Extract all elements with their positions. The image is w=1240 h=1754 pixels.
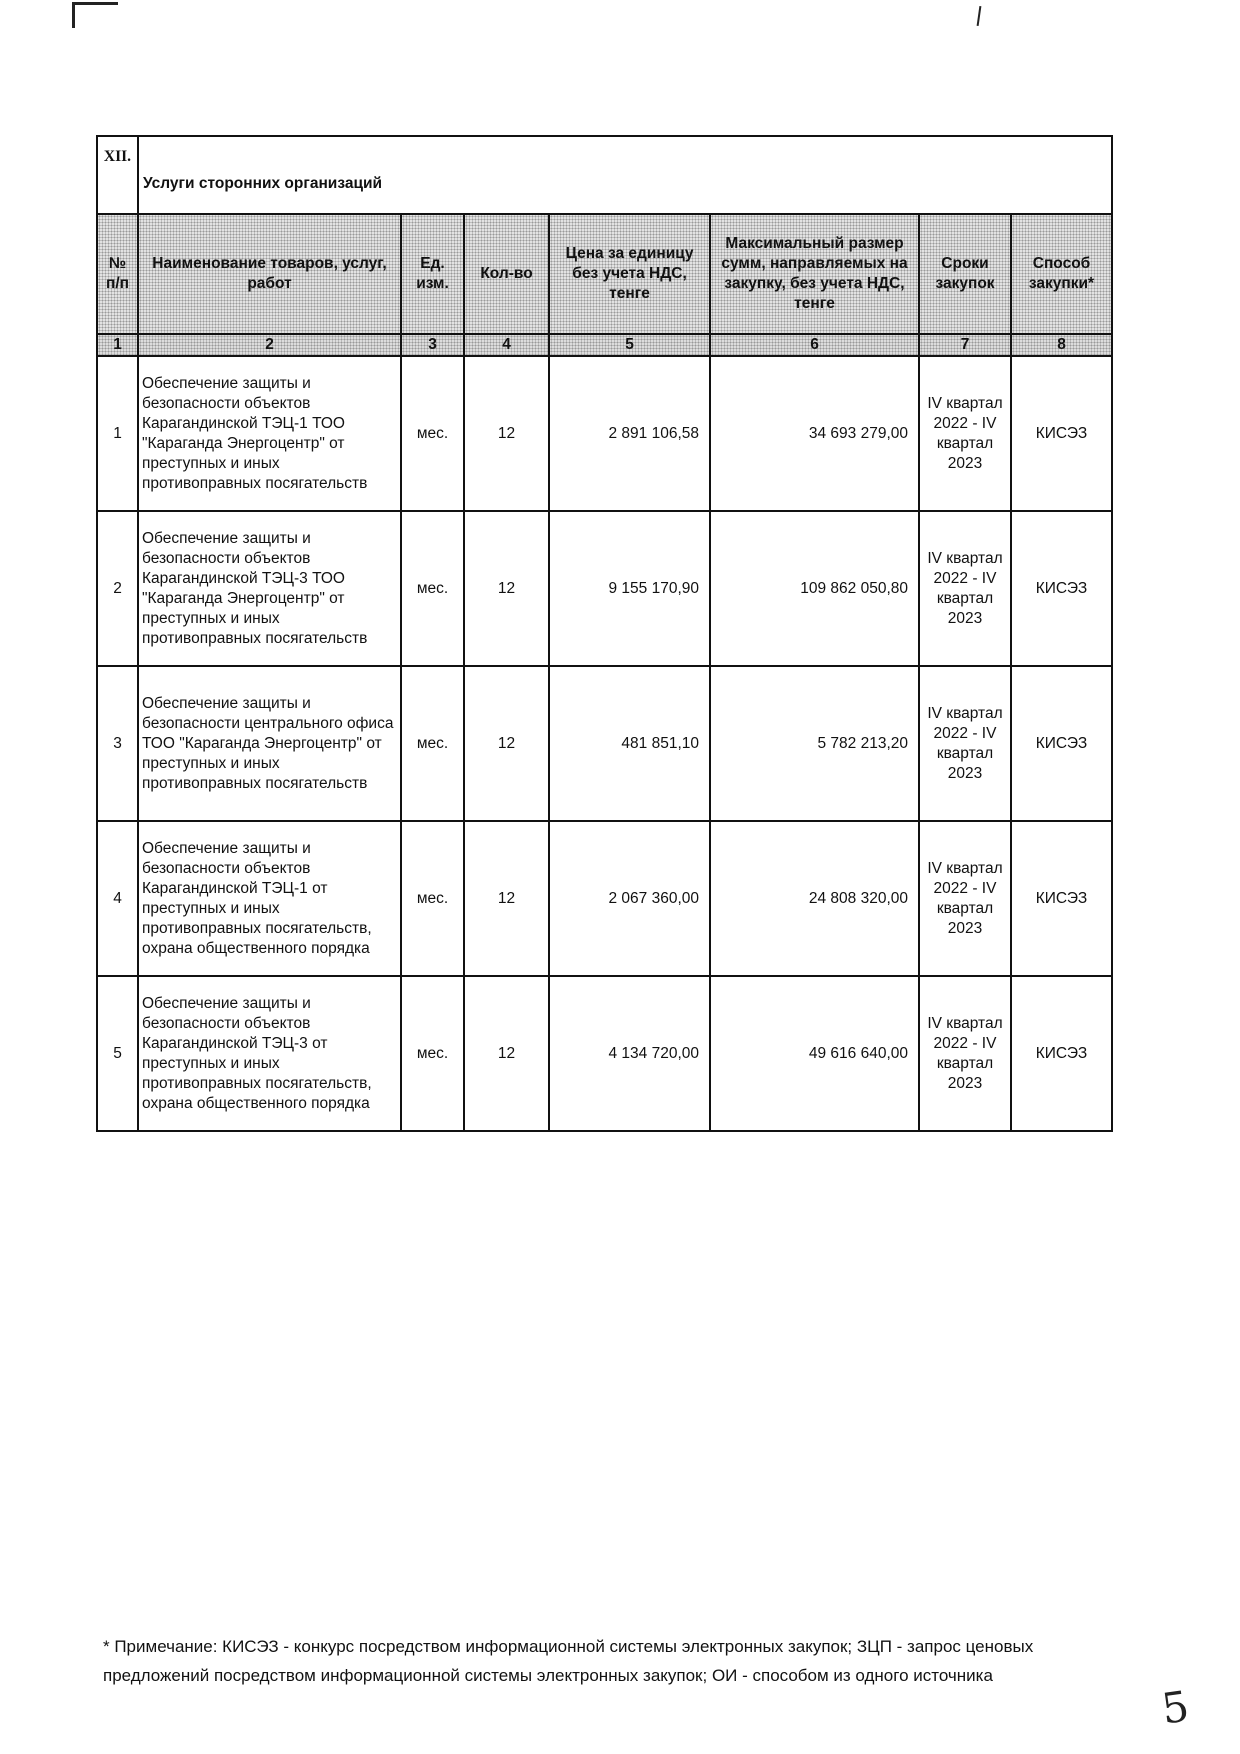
section-title: Услуги сторонних организаций [138, 136, 1112, 214]
pen-mark [977, 6, 982, 26]
column-header: Наименование товаров, услуг, работ [138, 214, 401, 334]
column-number: 4 [464, 334, 549, 356]
procurement-method: КИСЭЗ [1011, 976, 1112, 1131]
column-number: 8 [1011, 334, 1112, 356]
item-name: Обеспечение защиты и безопасности объектов Карагандинской ТЭЦ-3 от преступных и иных противоправных посягательств, охрана общественного порядка [138, 976, 401, 1131]
row-number: 2 [97, 511, 138, 666]
quantity: 12 [464, 511, 549, 666]
procurement-method: КИСЭЗ [1011, 821, 1112, 976]
procurement-method: КИСЭЗ [1011, 666, 1112, 821]
quantity: 12 [464, 976, 549, 1131]
column-number-row [97, 334, 1112, 356]
procurement-period: IV квартал 2022 - IV квартал 2023 [919, 821, 1011, 976]
max-sum: 49 616 640,00 [710, 976, 919, 1131]
procurement-table [96, 135, 1113, 1132]
item-name: Обеспечение защиты и безопасности центрального офиса ТОО "Караганда Энергоцентр" от преступных и иных противоправных посягательств [138, 666, 401, 821]
table-row [97, 666, 1112, 821]
column-header: № п/п [97, 214, 138, 334]
column-header: Кол-во [464, 214, 549, 334]
quantity: 12 [464, 821, 549, 976]
quantity: 12 [464, 356, 549, 511]
max-sum: 24 808 320,00 [710, 821, 919, 976]
column-number: 6 [710, 334, 919, 356]
item-name: Обеспечение защиты и безопасности объектов Карагандинской ТЭЦ-3 ТОО "Караганда Энергоцентр" от преступных и иных противоправных посягательств [138, 511, 401, 666]
item-name: Обеспечение защиты и безопасности объектов Карагандинской ТЭЦ-1 от преступных и иных противоправных посягательств, охрана общественного порядка [138, 821, 401, 976]
column-header: Максимальный размер сумм, направляемых на закупку, без учета НДС, тенге [710, 214, 919, 334]
column-number: 3 [401, 334, 464, 356]
item-name: Обеспечение защиты и безопасности объектов Карагандинской ТЭЦ-1 ТОО "Караганда Энергоцентр" от преступных и иных противоправных посягательств [138, 356, 401, 511]
unit: мес. [401, 511, 464, 666]
section-number: XII. [97, 136, 138, 214]
footnote: * Примечание: КИСЭЗ - конкурс посредством информационной системы электронных закупок; ЗЦП - запрос ценовых предложений посредством информационной системы электронных закупок; ОИ - способом из одного источника [103, 1637, 1034, 1685]
unit-price: 2 891 106,58 [549, 356, 710, 511]
row-number: 1 [97, 356, 138, 511]
quantity: 12 [464, 666, 549, 821]
unit: мес. [401, 666, 464, 821]
max-sum: 34 693 279,00 [710, 356, 919, 511]
procurement-period: IV квартал 2022 - IV квартал 2023 [919, 511, 1011, 666]
row-number: 3 [97, 666, 138, 821]
column-header: Цена за единицу без учета НДС, тенге [549, 214, 710, 334]
unit-price: 4 134 720,00 [549, 976, 710, 1131]
scan-corner-mark [72, 2, 118, 5]
procurement-method: КИСЭЗ [1011, 511, 1112, 666]
column-header: Ед. изм. [401, 214, 464, 334]
unit: мес. [401, 821, 464, 976]
unit-price: 481 851,10 [549, 666, 710, 821]
header-row [97, 214, 1112, 334]
handwritten-page-number: 5 [1158, 1681, 1193, 1734]
row-number: 4 [97, 821, 138, 976]
table-row [97, 976, 1112, 1131]
procurement-period: IV квартал 2022 - IV квартал 2023 [919, 666, 1011, 821]
table-row [97, 821, 1112, 976]
max-sum: 5 782 213,20 [710, 666, 919, 821]
unit-price: 9 155 170,90 [549, 511, 710, 666]
table-row [97, 356, 1112, 511]
column-number: 7 [919, 334, 1011, 356]
unit: мес. [401, 976, 464, 1131]
column-number: 5 [549, 334, 710, 356]
unit-price: 2 067 360,00 [549, 821, 710, 976]
unit: мес. [401, 356, 464, 511]
table-row [97, 511, 1112, 666]
max-sum: 109 862 050,80 [710, 511, 919, 666]
row-number: 5 [97, 976, 138, 1131]
procurement-method: КИСЭЗ [1011, 356, 1112, 511]
procurement-period: IV квартал 2022 - IV квартал 2023 [919, 976, 1011, 1131]
scan-corner-mark-vertical [72, 2, 75, 28]
procurement-period: IV квартал 2022 - IV квартал 2023 [919, 356, 1011, 511]
column-header: Способ закупки* [1011, 214, 1112, 334]
column-number: 2 [138, 334, 401, 356]
column-number: 1 [97, 334, 138, 356]
section-row [97, 136, 1112, 214]
column-header: Сроки закупок [919, 214, 1011, 334]
